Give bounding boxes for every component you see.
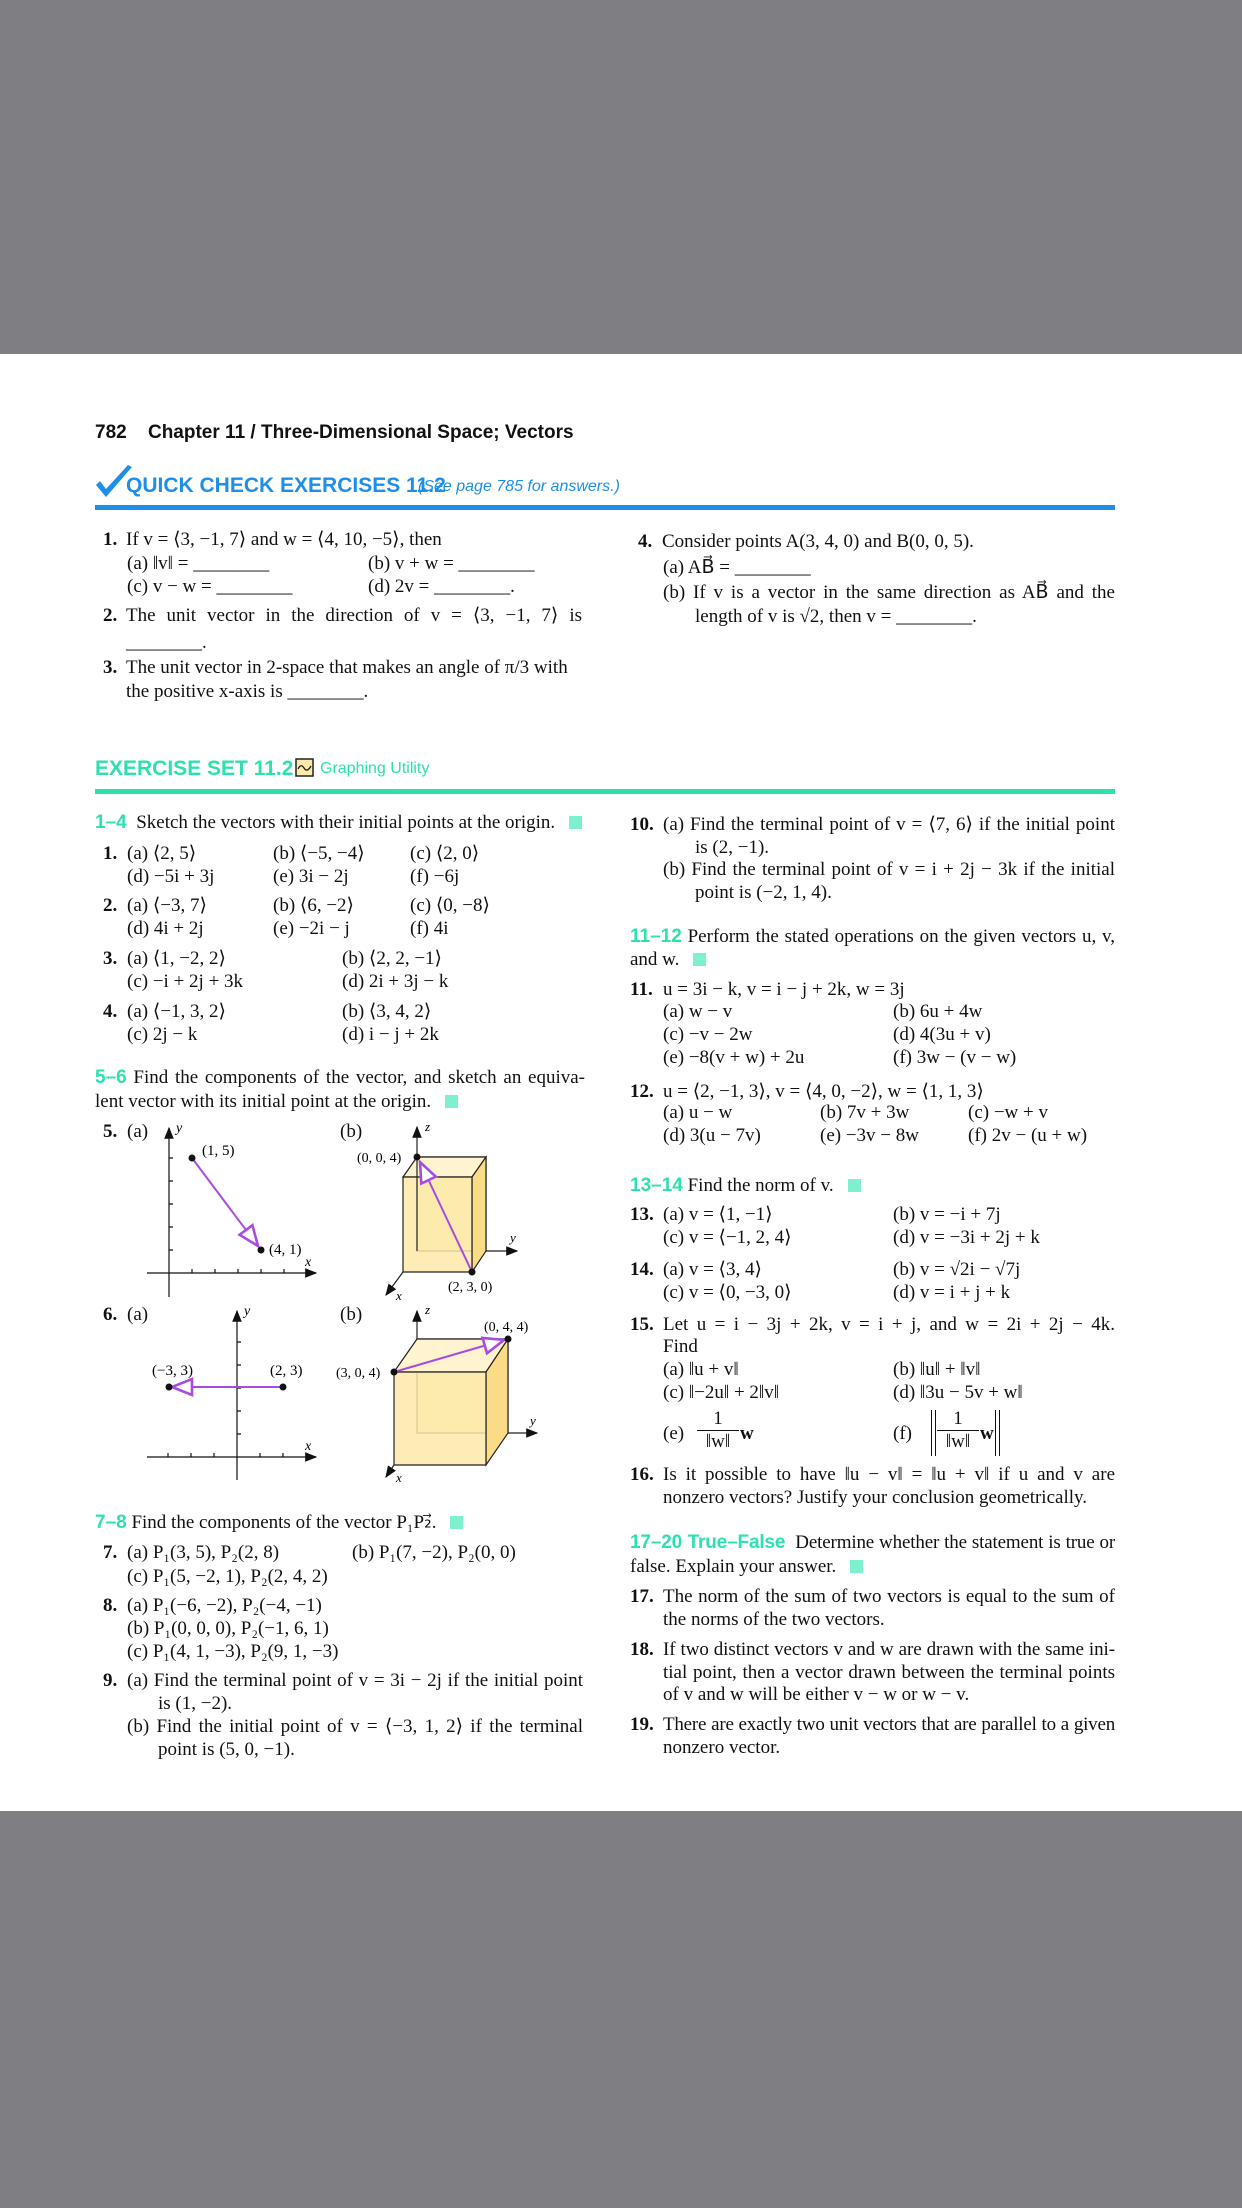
section-instructions: false. Explain your answer. — [630, 1556, 837, 1577]
axis-label-y: y — [530, 1413, 536, 1428]
exercise-text: If two distinct vectors v and w are drawn with the same ini- — [663, 1639, 1115, 1660]
exercise-part: (b) v = √2i − √7j — [893, 1259, 1021, 1280]
exercise-part: (b) 6u + 4w — [893, 1001, 983, 1022]
point-marker — [258, 1247, 265, 1254]
exercise-part: (d) i − j + 2k — [342, 1024, 439, 1045]
quick-check-title: QUICK CHECK EXERCISES 11.2 — [126, 474, 446, 497]
question-part: (b) If v is a vector in the same direction as AB⃗ and the — [663, 582, 1115, 603]
axis-label-x: x — [305, 1255, 312, 1270]
fraction — [697, 1408, 739, 1453]
exercise-part: (f) −6j — [410, 866, 460, 887]
question-part: (b) v + w = ________ — [368, 553, 535, 574]
exercise-part-label: (e) — [663, 1423, 685, 1444]
exercise-part: (d) −5i + 3j — [127, 866, 215, 887]
exercise-number: 19. — [630, 1714, 654, 1735]
question-number: 3. — [103, 657, 118, 678]
exercise-part: (a) P₁(−6, −2), P₂(−4, −1) — [127, 1595, 322, 1616]
exercise-number: 14. — [630, 1259, 654, 1280]
exercise-part: point is (−2, 1, 4). — [695, 882, 832, 903]
page-number: 782 — [95, 422, 127, 443]
axis-label-z: z — [425, 1119, 431, 1134]
exercise-part: (b) — [340, 1121, 363, 1142]
exercise-part: (b) ‖u‖ + ‖v‖ — [893, 1359, 981, 1380]
exercise-part: (a) ⟨−1, 3, 2⟩ — [127, 1001, 226, 1022]
section-heading — [95, 1511, 585, 1535]
square-marker-icon — [450, 1516, 463, 1529]
question-part: (a) AB⃗ = ________ — [663, 557, 811, 578]
vector-symbol: w — [980, 1423, 994, 1444]
tick-marks — [168, 1342, 283, 1457]
section-instructions: Find the components of the vector P₁P₂⃗. — [131, 1512, 437, 1533]
exercise-text: Let u = i − 3j + 2k, v = i + j, and w = 2i + 2j − 4k. — [663, 1314, 1115, 1335]
exercise-part: (a) u − w — [663, 1102, 733, 1123]
chapter-title: Chapter 11 / Three-Dimensional Space; Vectors — [147, 422, 574, 443]
question-part: (a) ‖v‖ = ________ — [127, 553, 270, 574]
exercise-part: (b) P₁(7, −2), P₂(0, 0) — [352, 1542, 516, 1563]
exercise-number: 16. — [630, 1464, 654, 1485]
point-label: (2, 3) — [270, 1363, 303, 1379]
exercise-part-label: (f) — [893, 1423, 912, 1444]
exercise-number: 8. — [103, 1595, 118, 1616]
question-text: The unit vector in 2-space that makes an angle of π/3 with — [126, 657, 568, 678]
question-part: (d) 2v = ________. — [368, 576, 515, 597]
x-axis — [386, 1465, 394, 1477]
exercise-part: (a) v = ⟨3, 4⟩ — [663, 1259, 762, 1280]
norm-bar — [995, 1410, 1000, 1456]
exercise-number: 11. — [630, 979, 653, 1000]
fraction-denominator: ‖w‖ — [697, 1430, 739, 1453]
exercise-part: (d) 3(u − 7v) — [663, 1125, 761, 1146]
exercise-part: (b) ⟨6, −2⟩ — [273, 895, 354, 916]
exercise-number: 10. — [630, 814, 654, 835]
exercise-part: (f) 4i — [410, 918, 449, 939]
exercise-part: (b) v = −i + 7j — [893, 1204, 1001, 1225]
fraction-numerator: 1 — [713, 1408, 723, 1429]
section-heading-cont — [630, 1555, 863, 1579]
exercise-number: 18. — [630, 1639, 654, 1660]
figure-6a — [147, 1311, 316, 1480]
question-text: If v = ⟨3, −1, 7⟩ and w = ⟨4, 10, −5⟩, then — [126, 529, 442, 550]
question-number: 2. — [103, 605, 118, 626]
exercise-part: (c) −i + 2j + 3k — [127, 971, 244, 992]
point-marker — [189, 1155, 196, 1162]
question-part: (c) v − w = ________ — [127, 576, 293, 597]
question-text: Consider points A(3, 4, 0) and B(0, 0, 5). — [662, 531, 974, 552]
axis-label-z: z — [425, 1302, 431, 1317]
exercise-text: u = 3i − k, v = i − j + 2k, w = 3j — [663, 979, 905, 1000]
exercise-text: Is it possible to have ‖u − v‖ = ‖u + v‖ if u and v are — [663, 1464, 1115, 1485]
exercise-part: (f) 2v − (u + w) — [968, 1125, 1088, 1146]
exercise-number: 3. — [103, 948, 118, 969]
exercise-part: (b) Find the terminal point of v = i + 2j − 3k if the initial — [663, 859, 1115, 880]
exercise-number: 9. — [103, 1670, 118, 1691]
exercise-part: (a) ⟨1, −2, 2⟩ — [127, 948, 226, 969]
axis-label-x: x — [396, 1470, 402, 1485]
exercise-part: (e) −2i − j — [273, 918, 350, 939]
exercise-part: (b) 7v + 3w — [820, 1102, 910, 1123]
exercise-part: (e) 3i − 2j — [273, 866, 349, 887]
section-heading-cont — [630, 948, 706, 972]
point-marker — [280, 1384, 287, 1391]
exercise-number: 17. — [630, 1586, 654, 1607]
point-marker — [505, 1336, 512, 1343]
exercise-part: (d) 4(3u + v) — [893, 1024, 991, 1045]
section-instructions: Find the norm of v. — [687, 1175, 834, 1196]
question-number: 1. — [103, 529, 118, 550]
point-marker — [414, 1154, 421, 1161]
exercise-part: (a) Find the terminal point of v = 3i − 2j if the initial point — [127, 1670, 583, 1691]
section-instructions: lent vector with its initial point at the origin. — [95, 1091, 432, 1112]
exercise-part: (b) Find the initial point of v = ⟨−3, 1, 2⟩ if the terminal — [127, 1716, 583, 1737]
graphing-utility-label: Graphing Utility — [320, 760, 430, 777]
square-marker-icon — [848, 1179, 861, 1192]
exercise-part: (c) 2j − k — [127, 1024, 198, 1045]
section-range: 7–8 — [95, 1512, 127, 1533]
exercise-text: the norms of the two vectors. — [663, 1609, 885, 1630]
exercise-part: (a) Find the terminal point of v = ⟨7, 6⟩ if the initial point — [663, 814, 1115, 835]
exercise-text: u = ⟨2, −1, 3⟩, v = ⟨4, 0, −2⟩, w = ⟨1, 1, 3⟩ — [663, 1081, 984, 1102]
exercise-part: (b) P₁(0, 0, 0), P₂(−1, 6, 1) — [127, 1618, 329, 1639]
section-range: 13–14 — [630, 1175, 683, 1196]
figure-6b — [386, 1311, 537, 1477]
exercise-part: (a) w − v — [663, 1001, 733, 1022]
exercise-part: is (2, −1). — [695, 837, 770, 858]
question-part: length of v is √2, then v = ________. — [695, 606, 977, 627]
exercise-text: of v and w will be either v − w or w − v. — [663, 1684, 970, 1705]
exercise-part: (b) ⟨−5, −4⟩ — [273, 843, 365, 864]
question-number: 4. — [638, 531, 653, 552]
exercise-part: (d) 4i + 2j — [127, 918, 204, 939]
exercise-part: (a) — [127, 1121, 149, 1142]
point-label: (−3, 3) — [152, 1363, 193, 1379]
point-marker — [469, 1269, 476, 1276]
exercise-number: 2. — [103, 895, 118, 916]
exercise-number: 4. — [103, 1001, 118, 1022]
exercise-text: nonzero vectors? Justify your conclusion geometrically. — [663, 1487, 1088, 1508]
section-instructions: Determine whether the statement is true or — [795, 1532, 1115, 1553]
exercise-part: (a) v = ⟨1, −1⟩ — [663, 1204, 773, 1225]
section-range: 11–12 — [630, 926, 682, 947]
exercise-part: (a) ⟨2, 5⟩ — [127, 843, 197, 864]
exercise-part: (c) ⟨2, 0⟩ — [410, 843, 480, 864]
exercise-text: The norm of the sum of two vectors is equal to the sum of — [663, 1586, 1115, 1607]
square-marker-icon — [850, 1560, 863, 1573]
exercise-set-title: EXERCISE SET 11.2 — [95, 757, 294, 780]
section-range: 17–20 True–False — [630, 1532, 786, 1553]
exercise-number: 12. — [630, 1081, 654, 1102]
fraction-denominator: ‖w‖ — [937, 1430, 979, 1453]
exercise-part: (d) v = −3i + 2j + k — [893, 1227, 1040, 1248]
exercise-part: (f) 3w − (v − w) — [893, 1047, 1017, 1068]
axis-label-x: x — [396, 1288, 402, 1303]
point-label: (4, 1) — [269, 1242, 302, 1258]
exercise-part: (a) P₁(3, 5), P₂(2, 8) — [127, 1542, 280, 1563]
exercise-number: 6. — [103, 1304, 118, 1325]
section-range: 5–6 — [95, 1067, 127, 1088]
exercise-part: (e) −3v − 8w — [820, 1125, 919, 1146]
exercise-part: (b) ⟨3, 4, 2⟩ — [342, 1001, 432, 1022]
exercise-part: (a) ⟨−3, 7⟩ — [127, 895, 207, 916]
point-label: (2, 3, 0) — [448, 1280, 493, 1295]
section-range: 1–4 — [95, 812, 127, 833]
figure-5b — [386, 1127, 517, 1295]
axis-label-y: y — [510, 1230, 516, 1245]
exercise-number: 13. — [630, 1204, 654, 1225]
axis-label-x: x — [305, 1439, 312, 1454]
section-heading — [630, 1174, 861, 1198]
point-label: (0, 0, 4) — [357, 1151, 402, 1166]
exercise-part: (d) ‖3u − 5v + w‖ — [893, 1382, 1023, 1403]
exercise-part: (c) v = ⟨0, −3, 0⟩ — [663, 1282, 792, 1303]
axis-label-y: y — [244, 1304, 251, 1319]
axis-label-y: y — [176, 1121, 183, 1136]
section-instructions: Sketch the vectors with their initial points at the origin. — [136, 812, 556, 833]
exercise-part: (c) P₁(4, 1, −3), P₂(9, 1, −3) — [127, 1641, 339, 1662]
point-marker — [166, 1384, 173, 1391]
exercise-text: There are exactly two unit vectors that are parallel to a given — [663, 1714, 1115, 1735]
norm-bar — [931, 1410, 936, 1456]
vector-arrow — [192, 1158, 258, 1246]
point-label: (0, 4, 4) — [484, 1320, 529, 1335]
exercise-part: (c) ⟨0, −8⟩ — [410, 895, 490, 916]
exercise-number: 7. — [103, 1542, 118, 1563]
exercise-part: (a) ‖u + v‖ — [663, 1359, 739, 1380]
exercise-part: (c) ‖−2u‖ + 2‖v‖ — [663, 1382, 780, 1403]
fraction — [937, 1408, 979, 1453]
exercise-part: (d) 2i + 3j − k — [342, 971, 449, 992]
exercise-part: (a) — [127, 1304, 149, 1325]
section-heading — [630, 925, 1115, 949]
exercise-part: (e) −8(v + w) + 2u — [663, 1047, 805, 1068]
section-heading — [630, 1531, 1115, 1555]
point-marker — [391, 1369, 398, 1376]
exercise-part: is (1, −2). — [158, 1693, 233, 1714]
exercise-part: (c) P₁(5, −2, 1), P₂(2, 4, 2) — [127, 1566, 328, 1587]
square-marker-icon — [693, 953, 706, 966]
exercise-part: (c) −v − 2w — [663, 1024, 753, 1045]
section-instructions: and w. — [630, 949, 680, 970]
exercise-number: 1. — [103, 843, 118, 864]
tick-marks — [169, 1158, 284, 1273]
fraction-numerator: 1 — [953, 1408, 963, 1429]
question-text: The unit vector in the direction of v = ⟨3, −1, 7⟩ is — [126, 605, 582, 626]
question-text: ________. — [126, 632, 207, 653]
exercise-number: 15. — [630, 1314, 654, 1335]
exercise-part: point is (5, 0, −1). — [158, 1739, 295, 1760]
exercise-number: 5. — [103, 1121, 118, 1142]
point-label: (3, 0, 4) — [336, 1366, 381, 1381]
exercise-text: Find — [663, 1336, 698, 1357]
vector-symbol: w — [740, 1423, 754, 1444]
section-instructions: Find the components of the vector, and sketch an equiva- — [133, 1067, 585, 1088]
quick-check-note: (See page 785 for answers.) — [418, 478, 620, 495]
question-text: the positive x-axis is ________. — [126, 681, 369, 702]
exercise-part: (c) v = ⟨−1, 2, 4⟩ — [663, 1227, 792, 1248]
exercise-part: (b) ⟨2, 2, −1⟩ — [342, 948, 442, 969]
exercise-part: (d) v = i + j + k — [893, 1282, 1011, 1303]
exercise-part: (b) — [340, 1304, 363, 1325]
section-instructions: Perform the stated operations on the given vectors u, v, — [687, 926, 1116, 947]
exercise-part: (c) −w + v — [968, 1102, 1048, 1123]
exercise-text: nonzero vector. — [663, 1737, 781, 1758]
point-label: (1, 5) — [202, 1143, 235, 1159]
exercise-text: tial point, then a vector drawn between the terminal points — [663, 1662, 1115, 1683]
